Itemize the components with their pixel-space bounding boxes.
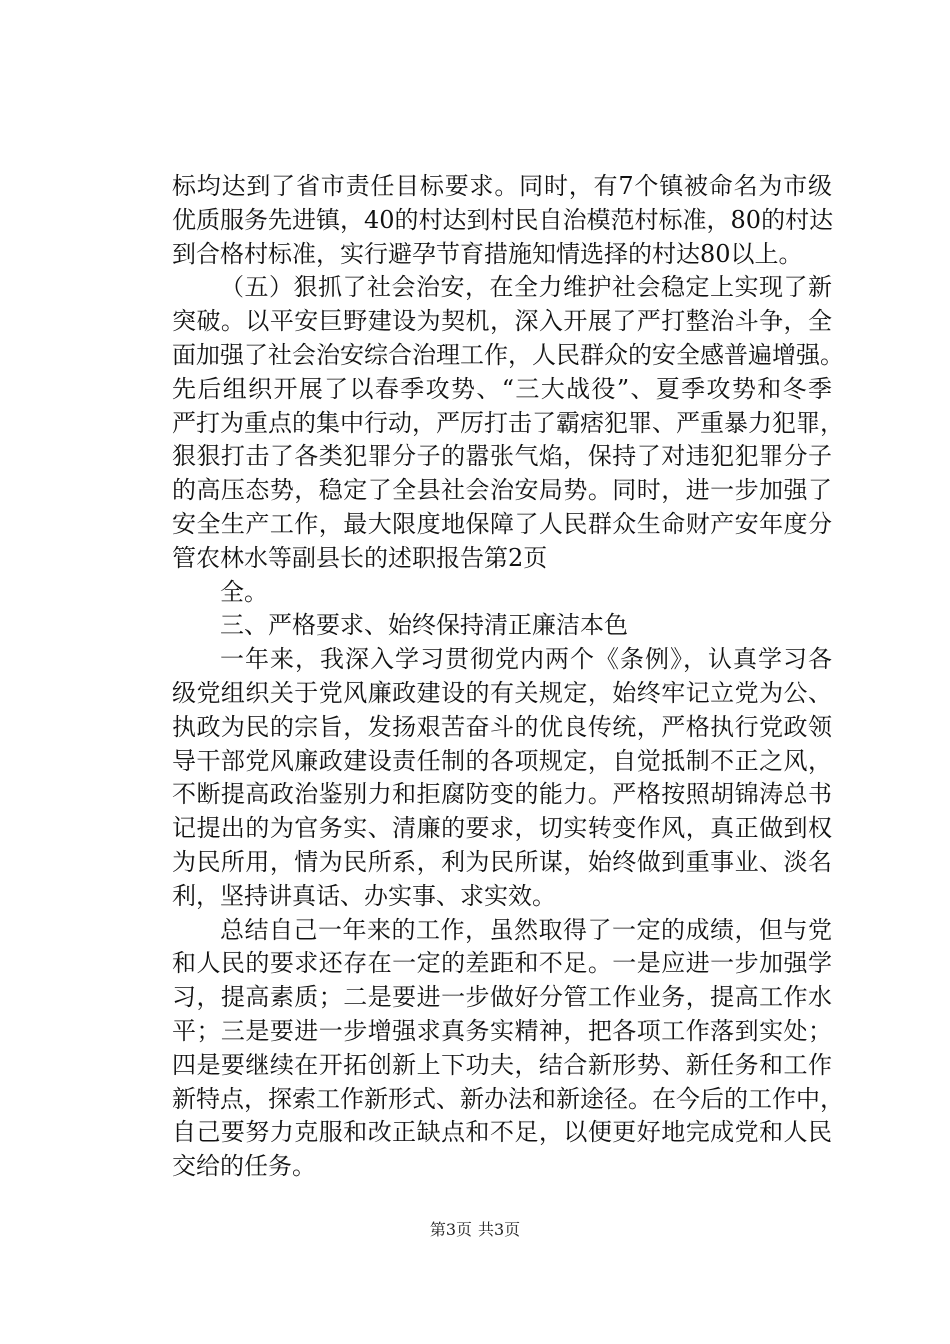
text-line: 面加强了社会治安综合治理工作，人民群众的安全感普遍增强。 [172, 340, 844, 369]
page-total: 共3页 [478, 1220, 521, 1239]
text-line: 严打为重点的集中行动，严厉打击了霸痞犯罪、严重暴力犯罪， [172, 408, 844, 437]
text-line: 先后组织开展了以春季攻势、“三大战役”、夏季攻势和冬季 [172, 374, 832, 403]
text-line: 交给的任务。 [172, 1152, 316, 1181]
text-line: 级党组织关于党风廉政建设的有关规定，始终牢记立党为公、 [172, 678, 832, 707]
text-line: 不断提高政治鉴别力和拒腐防变的能力。严格按照胡锦涛总书 [172, 780, 832, 809]
text-line: 习，提高素质；二是要进一步做好分管工作业务，提高工作水 [172, 983, 832, 1012]
text-line: 自己要努力克服和改正缺点和不足，以便更好地完成党和人民 [172, 1118, 832, 1147]
text-line: 全。 [220, 577, 268, 606]
text-line: 优质服务先进镇，40的村达到村民自治模范村标准，80的村达 [172, 205, 834, 234]
text-line: 标均达到了省市责任目标要求。同时，有7个镇被命名为市级 [172, 172, 832, 200]
text-line: 安全生产工作，最大限度地保障了人民群众生命财产安年度分 [172, 509, 832, 538]
text-line: 记提出的为官务实、清廉的要求，切实转变作风，真正做到权 [172, 814, 832, 843]
text-line: 为民所用，情为民所系，利为民所谋，始终做到重事业、淡名 [172, 847, 832, 876]
page-footer [0, 1218, 950, 1242]
text-line: 总结自己一年来的工作，虽然取得了一定的成绩，但与党 [220, 915, 832, 944]
text-line: 导干部党风廉政建设责任制的各项规定，自觉抵制不正之风， [172, 746, 832, 775]
text-line: 一年来，我深入学习贯彻党内两个《条例》，认真学习各 [220, 645, 832, 674]
text-line: （五）狠抓了社会治安，在全力维护社会稳定上实现了新 [220, 273, 832, 302]
text-line: 平；三是要进一步增强求真务实精神，把各项工作落到实处； [172, 1016, 832, 1045]
text-line: 管农林水等副县长的述职报告第2页 [172, 543, 548, 572]
text-line: 利，坚持讲真话、办实事、求实效。 [172, 881, 556, 910]
text-line: 执政为民的宗旨，发扬艰苦奋斗的优良传统，严格执行党政领 [172, 712, 832, 741]
text-line: 新特点，探索工作新形式、新办法和新途径。在今后的工作中， [172, 1084, 844, 1113]
text-line: 的高压态势，稳定了全县社会治安局势。同时，进一步加强了 [172, 476, 832, 505]
text-line: 三、严格要求、始终保持清正廉洁本色 [220, 611, 628, 640]
page-number: 第3页 [429, 1220, 472, 1239]
text-line: 四是要继续在开拓创新上下功夫，结合新形势、新任务和工作 [172, 1050, 832, 1079]
text-line: 和人民的要求还存在一定的差距和不足。一是应进一步加强学 [172, 949, 832, 978]
document-body [172, 170, 844, 1184]
text-line: 狠狠打击了各类犯罪分子的嚣张气焰，保持了对违犯犯罪分子 [172, 442, 832, 471]
text-line: 突破。以平安巨野建设为契机，深入开展了严打整治斗争，全 [172, 307, 832, 336]
text-line: 到合格村标准，实行避孕节育措施知情选择的村达80以上。 [172, 239, 803, 268]
